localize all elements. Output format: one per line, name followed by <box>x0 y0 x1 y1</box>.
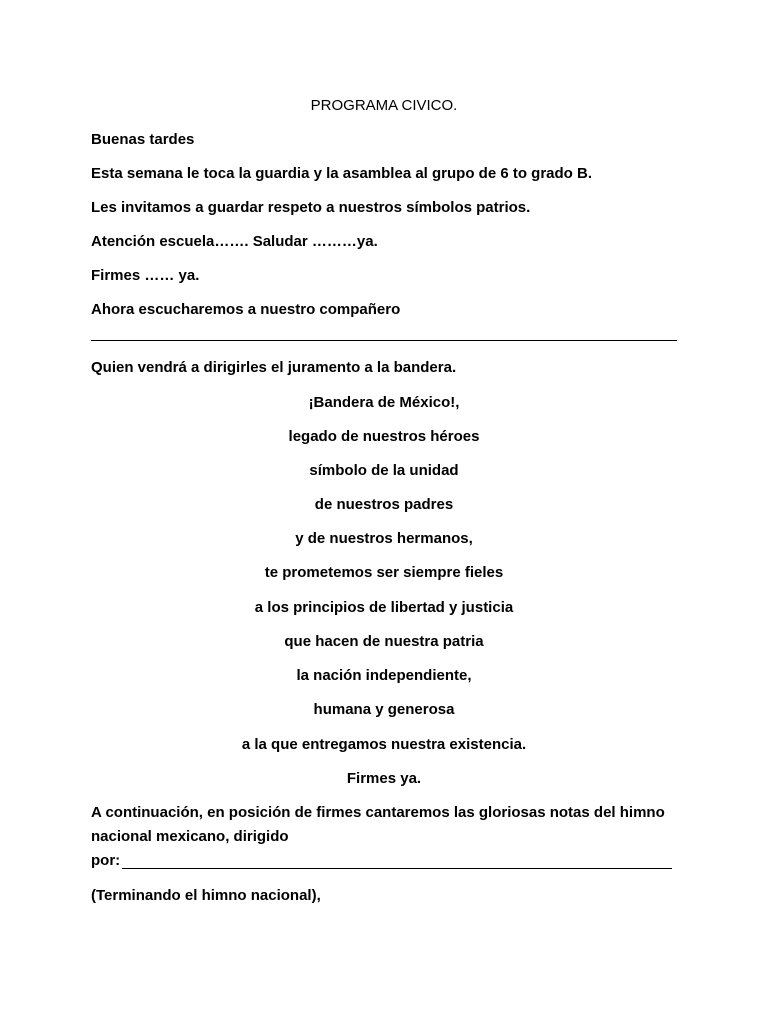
oath-verse: que hacen de nuestra patria <box>284 633 484 650</box>
invitation-line: Les invitamos a guardar respeto a nuestros símbolos patrios. <box>91 199 531 216</box>
oath-verse: legado de nuestros héroes <box>288 428 480 445</box>
greeting-line: Buenas tardes <box>91 131 195 148</box>
oath-verse: ¡Bandera de México!, <box>308 394 460 411</box>
attention-line: Atención escuela……. Saludar ………ya. <box>91 233 378 250</box>
oath-verse: a los principios de libertad y justicia <box>254 599 514 616</box>
closing-line: (Terminando el himno nacional), <box>91 887 321 904</box>
oath-intro-line: Quien vendrá a dirigirles el juramento a la bandera. <box>91 359 457 376</box>
oath-verse: de nuestros padres <box>314 496 454 513</box>
announcement-line: Esta semana le toca la guardia y la asamblea al grupo de 6 to grado B. <box>91 165 593 182</box>
anthem-line-1: A continuación, en posición de firmes cantaremos las gloriosas notas del himno <box>91 804 665 821</box>
companion-line: Ahora escucharemos a nuestro compañero <box>91 301 401 318</box>
document-title: PROGRAMA CIVICO. <box>310 97 458 114</box>
oath-verse: humana y generosa <box>313 701 455 718</box>
oath-verse: símbolo de la unidad <box>309 462 459 479</box>
anthem-line-2: nacional mexicano, dirigido <box>91 828 289 845</box>
firmes-line: Firmes …… ya. <box>91 267 200 284</box>
blank-line-director <box>122 868 672 869</box>
oath-verse: la nación independiente, <box>296 667 472 684</box>
oath-verse: te prometemos ser siempre fieles <box>264 564 504 581</box>
oath-verse: a la que entregamos nuestra existencia. <box>241 736 527 753</box>
blank-line-companion <box>91 340 677 341</box>
anthem-director-label: por: <box>91 852 121 869</box>
oath-closing-command: Firmes ya. <box>346 770 422 787</box>
oath-verse: y de nuestros hermanos, <box>295 530 473 547</box>
